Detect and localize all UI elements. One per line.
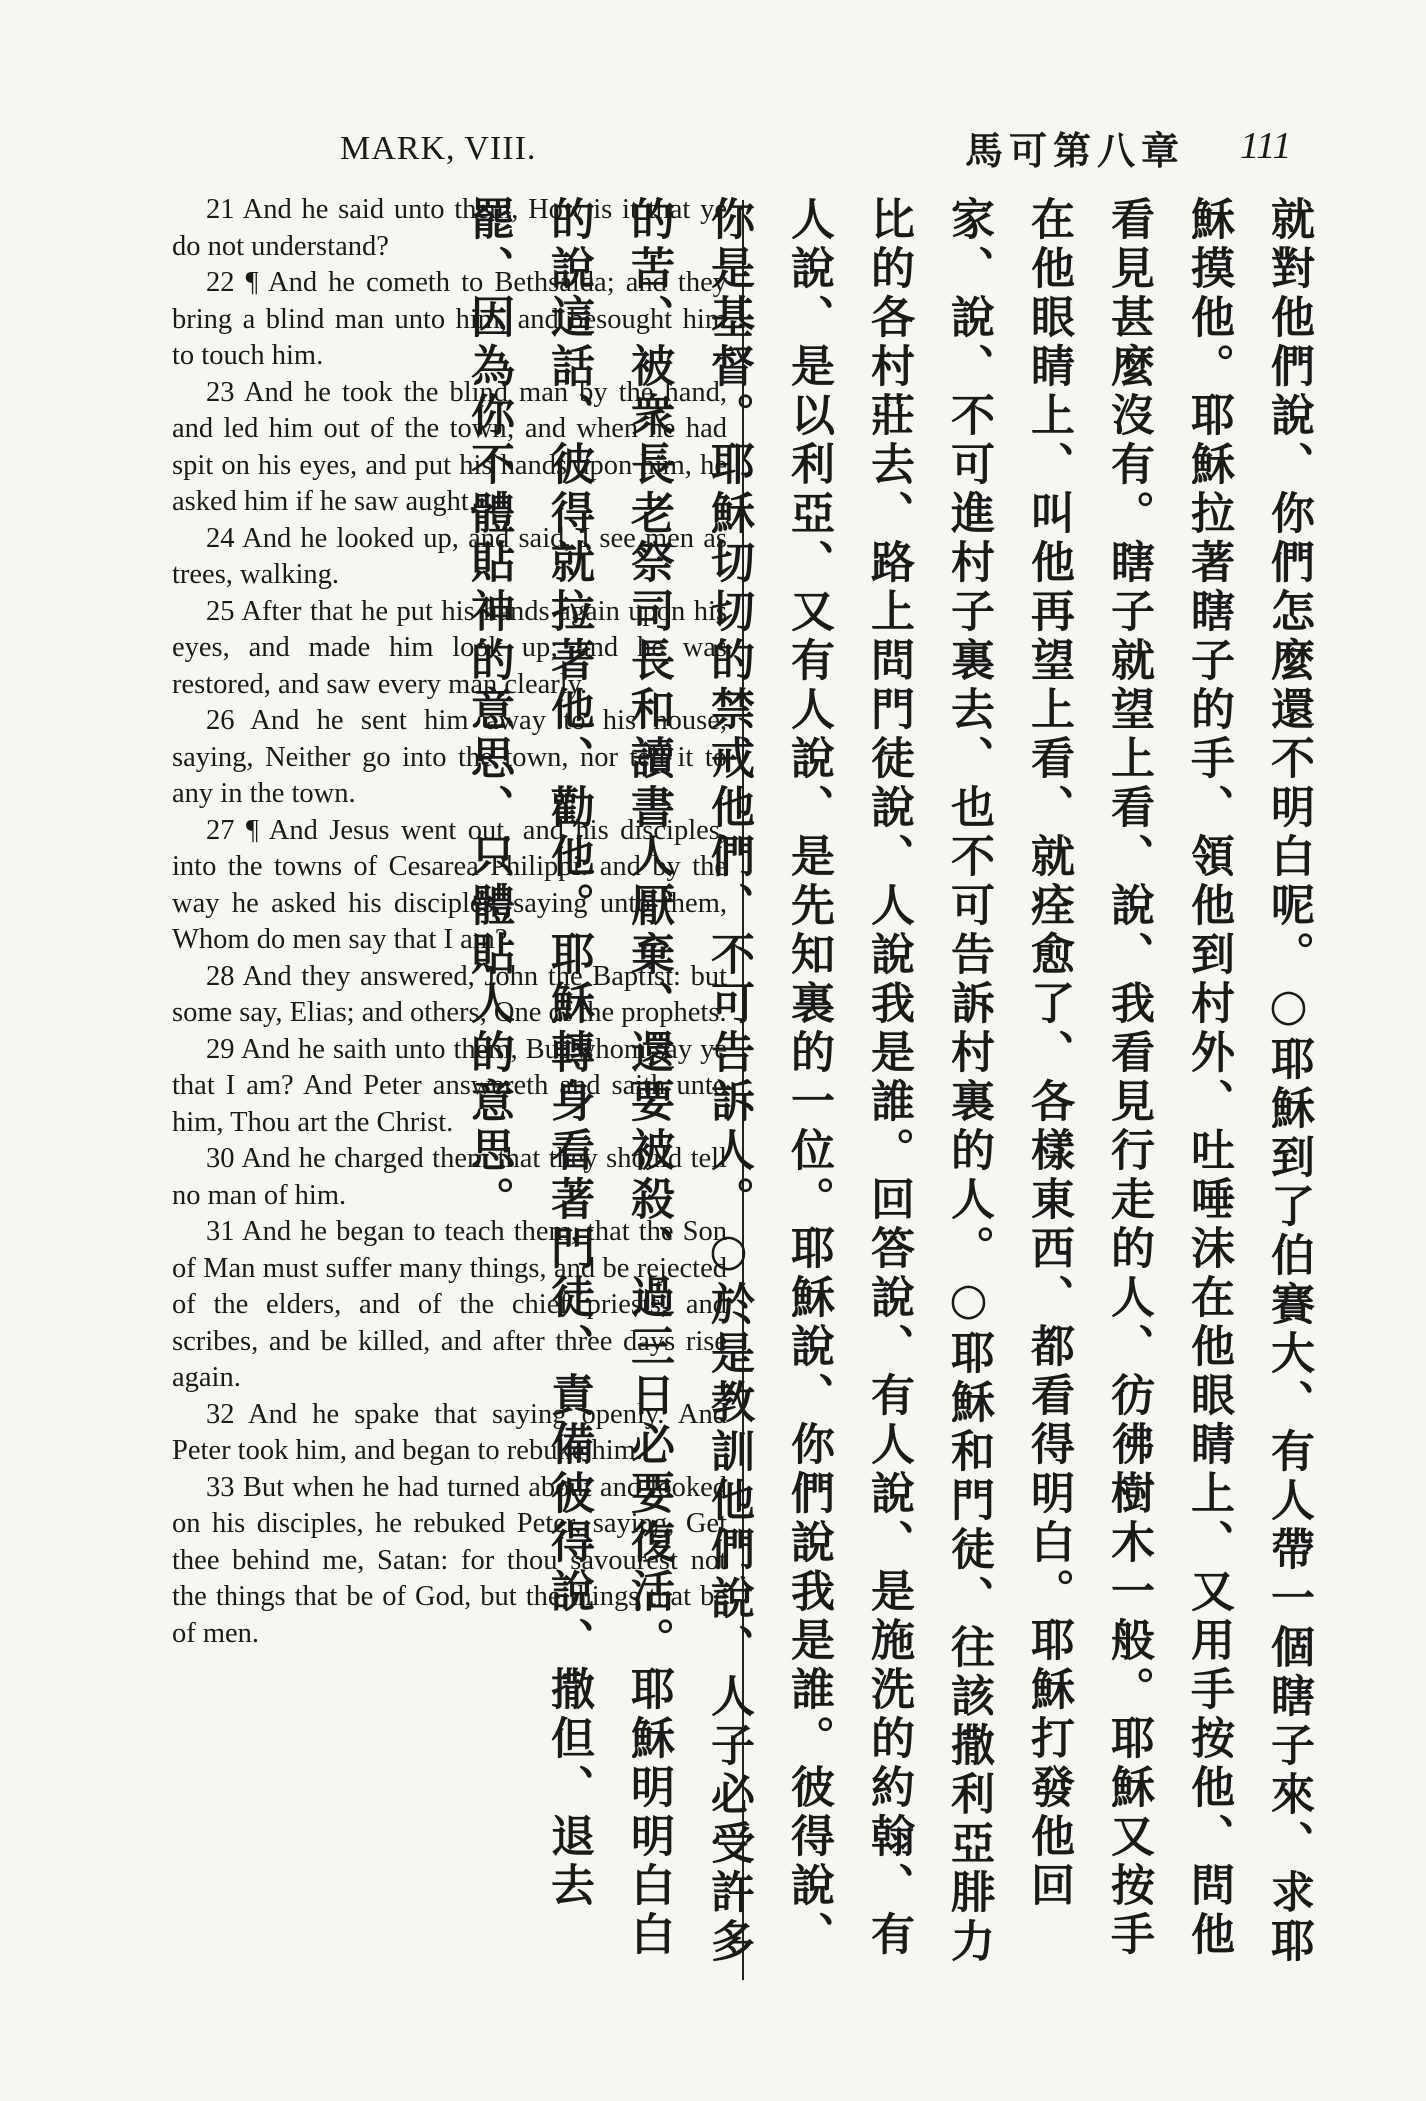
verse-26: 26 And he sent him away to his house, saying, Neither go into the town, nor tell it to any in the town.	[172, 705, 727, 809]
page-number: 111	[1240, 125, 1292, 167]
verse-33: 33 But when he had turned about and looked on his disciples, he rebuked Peter, saying, Get thee behind me, Satan: for thou savourest not the things that be of God, but the things that be of men.	[172, 1471, 727, 1649]
verse-29: 29 And he saith unto them, But whom say ye that I am? And Peter answereth and saith unto him, Thou art the Christ.	[172, 1033, 727, 1138]
running-header-chinese: 馬可第八章	[965, 128, 1186, 173]
verse-24: 24 And he looked up, and said, I see men as trees, walking.	[172, 522, 727, 590]
verse-25: 25 After that he put his hands again upon his eyes, and made him look up; and he was restored, and saw every man clearly.	[172, 595, 727, 700]
verse-31: 31 And he began to teach them, that the Son of Man must suffer many things, and be rejected of the elders, and of the chief priests, and scribes, and be killed, and after three days rise again.	[172, 1216, 727, 1393]
verse-21: 21 And he said unto them, How is it that ye do not understand?	[172, 194, 727, 262]
verse-30: 30 And he charged them that they should tell no man of him.	[172, 1143, 727, 1211]
running-header-english: MARK, VIII.	[340, 130, 537, 167]
verse-22: 22 ¶ And he cometh to Bethsaida; and they bring a blind man unto him, and besought him to touch him.	[172, 267, 727, 371]
verse-27: 27 ¶ And Jesus went out, and his disciples, into the towns of Cesarea Philippi: and by the way he asked his disciples, saying unto them, Whom do men say that I am?	[172, 814, 727, 955]
chinese-column: 就對他們說、你們怎麼還不明白呢。○耶穌到了伯賽大、有人帶一個瞎子來、求耶穌摸他。耶穌拉著瞎子的手、領他到村外、吐唾沫在他眼睛上、又用手按他、問他看見甚麼沒有。瞎子就望上看、說、我看見行走的人、彷彿樹木一般。耶穌又按手在他眼睛上、叫他再望上看、就痊愈了、各樣東西、都看得明白。耶穌打發他回家、說、不可進村子裏去、也不可告訴村裏的人。○耶穌和門徒、往該撒利亞腓力比的各村莊去、路上問門徒說、人說我是誰。回答說、有人說、是施洗的約翰、有人說、是以利亞、又有人說、是先知裏的一位。耶穌說、你們說我是誰。彼得說、你是基督。耶穌切切的禁戒他們、不可告訴人。○於是教訓他們說、人子必受許多的苦、被衆長老祭司長和讀書人厭棄、還要被殺、過三日必要復活。耶穌明明白白的說這話、彼得就拉著他、勸他。耶穌轉身看著門徒、責備彼得說、撒但、退去罷、因為你不體貼神的意思、只體貼人的意思。	[463, 196, 1314, 1967]
verse-23: 23 And he took the blind man by the hand, and led him out of the town; and when he had spit on his eyes, and put his hands upon him, he asked him if he saw aught.	[172, 376, 727, 517]
verse-28: 28 And they answered, John the Baptist: but some say, Elias; and others, One of the prophets.	[172, 960, 727, 1028]
verse-32: 32 And he spake that saying openly. And Peter took him, and began to rebuke him.	[172, 1398, 727, 1466]
